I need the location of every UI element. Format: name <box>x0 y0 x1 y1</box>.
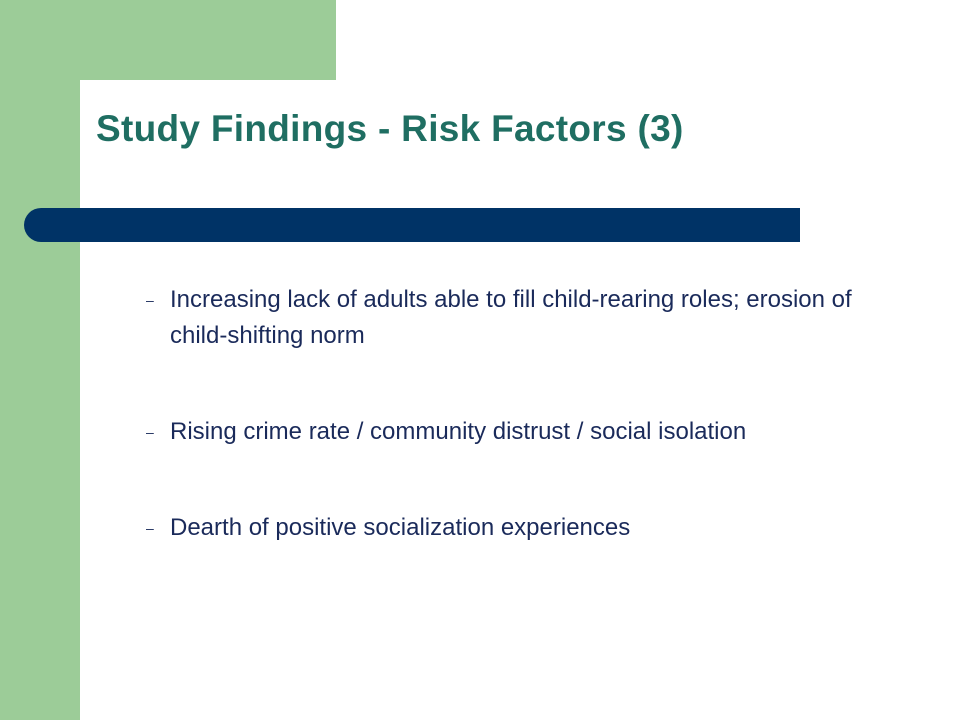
bullet-text: Rising crime rate / community distrust / social isolation <box>170 418 747 445</box>
bullet-text: Increasing lack of adults able to fill child-rearing roles; erosion of child-shifting norm <box>170 286 852 349</box>
slide-title: Study Findings - Risk Factors (3) <box>96 108 684 149</box>
bullet-list <box>146 282 866 606</box>
title-divider-bar <box>24 208 800 242</box>
dash-marker: – <box>146 520 154 536</box>
dash-marker: – <box>146 424 154 440</box>
bullet-item <box>146 282 866 354</box>
dash-marker: – <box>146 292 154 308</box>
bullet-text: Dearth of positive socialization experiences <box>170 514 631 541</box>
bullet-item <box>146 414 866 450</box>
green-side-bar <box>0 0 80 720</box>
green-top-block <box>0 0 336 80</box>
bullet-item <box>146 510 866 546</box>
